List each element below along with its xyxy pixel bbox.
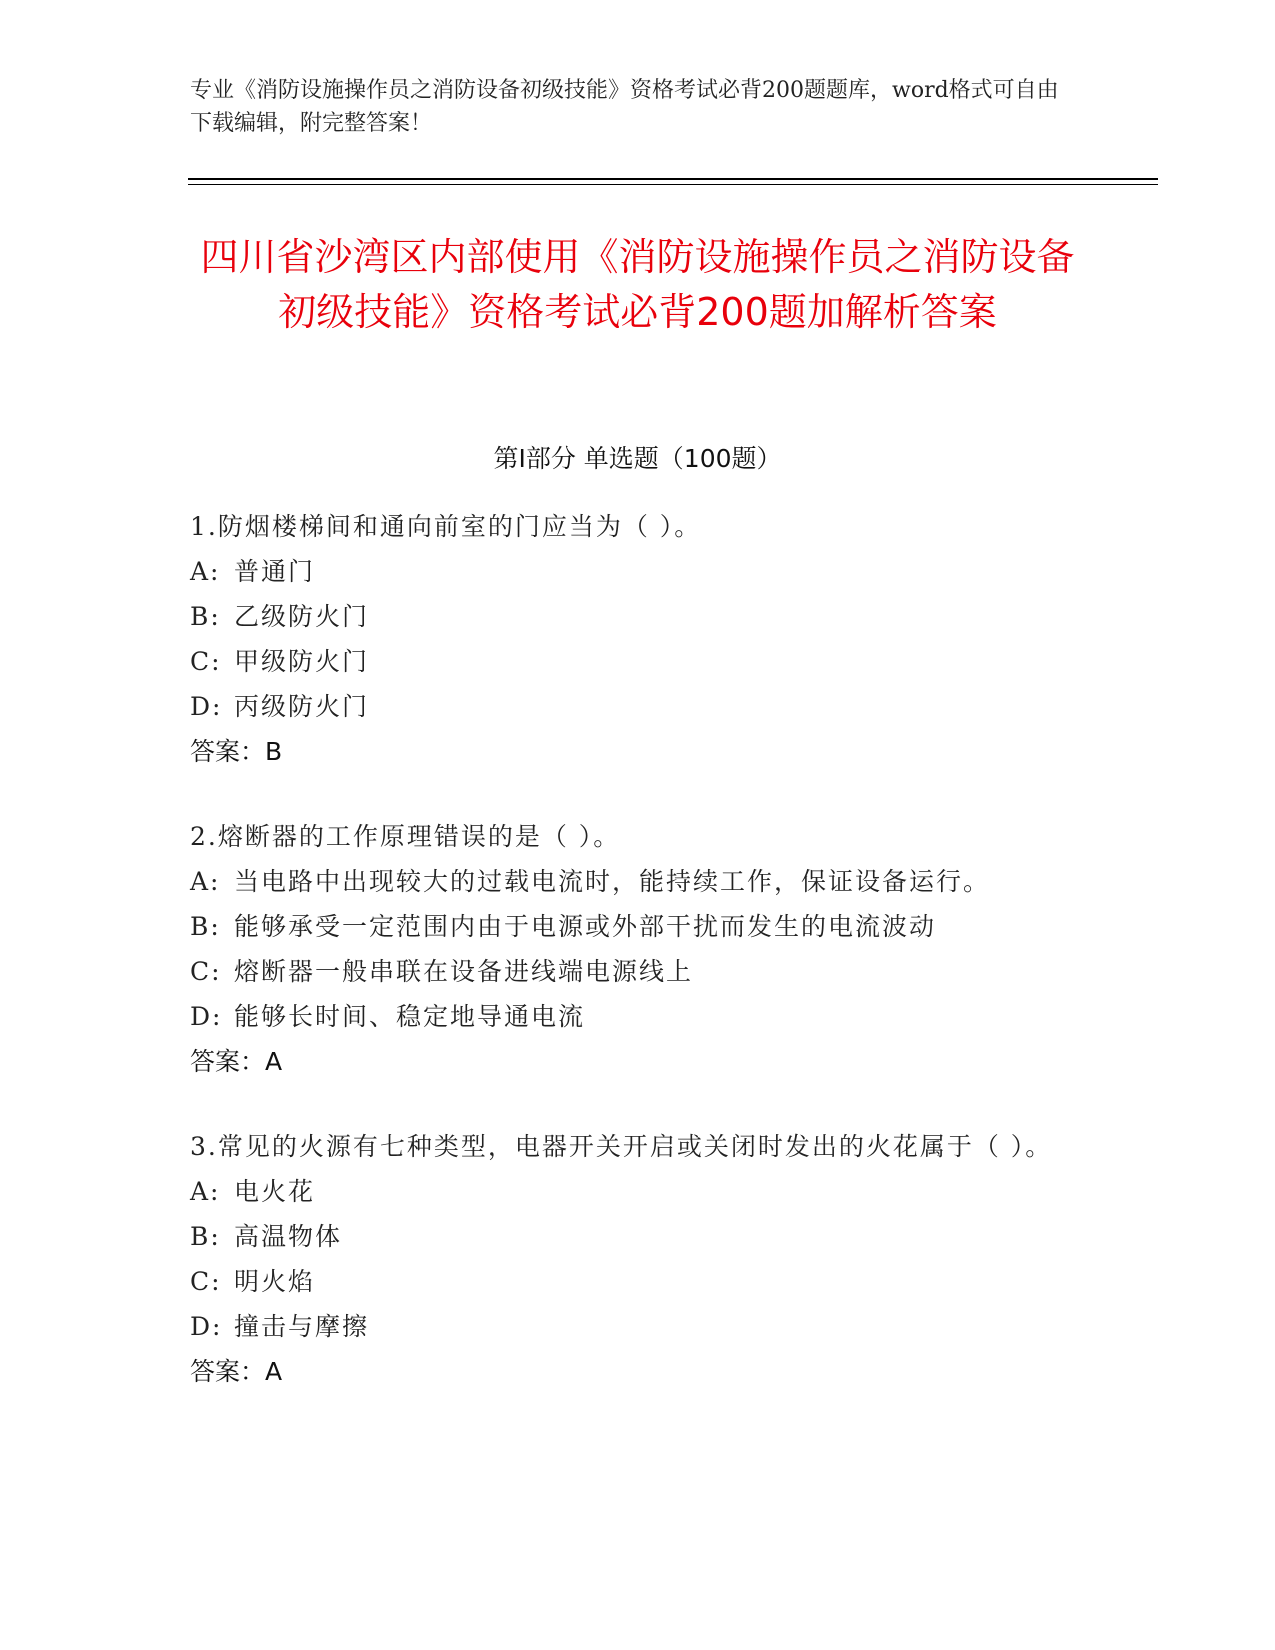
section-heading: 第I部分 单选题（100题） bbox=[493, 444, 782, 473]
option-letter: D: bbox=[190, 1002, 223, 1031]
option-letter: B: bbox=[190, 912, 221, 941]
option-text: 丙级防火门 bbox=[234, 692, 370, 721]
option-text: 普通门 bbox=[234, 557, 316, 586]
option-text: 高温物体 bbox=[234, 1222, 343, 1251]
option-b bbox=[190, 1214, 1070, 1259]
option-b bbox=[190, 904, 1070, 949]
option-letter: D: bbox=[190, 1312, 223, 1341]
option-c bbox=[190, 949, 1070, 994]
option-b bbox=[190, 594, 1070, 639]
question-stem: 1.防烟楼梯间和通向前室的门应当为（ ）。 bbox=[190, 512, 702, 541]
answer-line: 答案：A bbox=[190, 1357, 283, 1386]
option-d bbox=[190, 1304, 1070, 1349]
option-text: 电火花 bbox=[234, 1177, 316, 1206]
option-text: 熔断器一般串联在设备进线端电源线上 bbox=[234, 957, 694, 986]
option-c bbox=[190, 1259, 1070, 1304]
answer-line: 答案：A bbox=[190, 1047, 283, 1076]
option-a bbox=[190, 859, 1070, 904]
option-letter: B: bbox=[190, 602, 221, 631]
question-stem: 3.常见的火源有七种类型，电器开关开启或关闭时发出的火花属于（ ）。 bbox=[190, 1132, 1053, 1161]
option-text: 当电路中出现较大的过载电流时，能持续工作，保证设备运行。 bbox=[234, 867, 991, 896]
question-1 bbox=[190, 504, 1070, 774]
option-letter: C: bbox=[190, 647, 222, 676]
option-c bbox=[190, 639, 1070, 684]
option-letter: C: bbox=[190, 1267, 222, 1296]
option-a bbox=[190, 1169, 1070, 1214]
option-text: 乙级防火门 bbox=[234, 602, 370, 631]
option-letter: A: bbox=[190, 557, 221, 586]
option-text: 撞击与摩擦 bbox=[234, 1312, 370, 1341]
option-letter: D: bbox=[190, 692, 223, 721]
option-d bbox=[190, 684, 1070, 729]
option-letter: A: bbox=[190, 1177, 221, 1206]
header-rule-thick bbox=[188, 178, 1158, 180]
option-letter: A: bbox=[190, 867, 221, 896]
question-2 bbox=[190, 814, 1070, 1084]
option-text: 明火焰 bbox=[234, 1267, 316, 1296]
question-stem: 2.熔断器的工作原理错误的是（ ）。 bbox=[190, 822, 621, 851]
option-d bbox=[190, 994, 1070, 1039]
header-note: 专业《消防设施操作员之消防设备初级技能》资格考试必背200题题库，word格式可自由下载编辑，附完整答案！ bbox=[190, 78, 1059, 136]
option-text: 能够承受一定范围内由于电源或外部干扰而发生的电流波动 bbox=[234, 912, 937, 941]
option-letter: C: bbox=[190, 957, 222, 986]
option-a bbox=[190, 549, 1070, 594]
option-text: 能够长时间、稳定地导通电流 bbox=[234, 1002, 586, 1031]
question-3 bbox=[190, 1124, 1070, 1394]
option-text: 甲级防火门 bbox=[234, 647, 370, 676]
option-letter: B: bbox=[190, 1222, 221, 1251]
document-title: 四川省沙湾区内部使用《消防设施操作员之消防设备初级技能》资格考试必背200题加解析答案 bbox=[200, 235, 1075, 334]
header-rule-thin bbox=[188, 184, 1158, 185]
answer-line: 答案：B bbox=[190, 737, 283, 766]
